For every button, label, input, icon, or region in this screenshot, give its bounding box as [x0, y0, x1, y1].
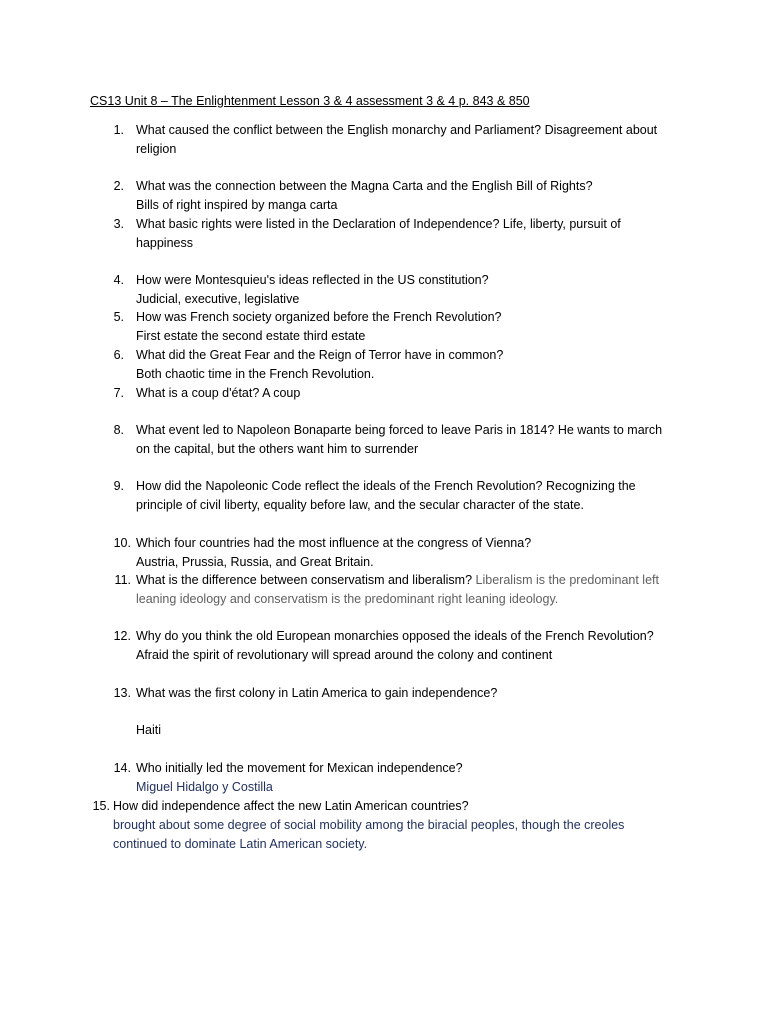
answer-text: brought about some degree of social mobility among the biracial peoples, though the creoles continued to dominate Latin American society.	[113, 818, 625, 851]
answer-text: Judicial, executive, legislative	[136, 292, 300, 306]
question-text: How did independence affect the new Latin American countries?	[113, 799, 469, 813]
answer-text: First estate the second estate third estate	[136, 329, 366, 343]
item-number: 4.	[113, 273, 124, 287]
question-text: Which four countries had the most influence at the congress of Vienna?	[136, 536, 532, 550]
answer-text: Life, liberty, pursuit of happiness	[136, 217, 621, 250]
answer-text: Austria, Prussia, Russia, and Great Britain.	[136, 555, 374, 569]
answer-text: Afraid the spirit of revolutionary will spread around the colony and continent	[136, 648, 553, 662]
answer-text: Miguel Hidalgo y Costilla	[136, 780, 273, 794]
item-number: 1.	[113, 123, 124, 137]
answer-text: Bills of right inspired by manga carta	[136, 198, 338, 212]
answer-text: Disagreement about religion	[136, 123, 658, 156]
question-text: How were Montesquieu's ideas reflected in the US constitution?	[136, 273, 489, 287]
question-text: Why do you think the old European monarchies opposed the ideals of the French Revolution?	[136, 629, 654, 643]
item-number: 13.	[113, 686, 131, 700]
question-text: Who initially led the movement for Mexican independence?	[136, 761, 463, 775]
question-text: What is the difference between conservatism and liberalism?	[136, 573, 473, 587]
question-text: What is a coup d'état?	[136, 386, 260, 400]
answer-text: Haiti	[136, 723, 162, 737]
item-number: 7.	[113, 386, 124, 400]
item-number: 3.	[113, 217, 124, 231]
question-text: What basic rights were listed in the Declaration of Independence?	[136, 217, 500, 231]
answer-text: A coup	[262, 386, 301, 400]
item-number: 9.	[113, 479, 124, 493]
item-number: 2.	[113, 179, 124, 193]
item-number: 15.	[92, 799, 110, 813]
item-number: 5.	[113, 310, 124, 324]
page-title: CS13 Unit 8 – The Enlightenment Lesson 3 & 4 assessment 3 & 4 p. 843 & 850	[90, 94, 530, 108]
item-number: 8.	[113, 423, 124, 437]
answer-text: Liberalism is the predominant left leaning ideology and conservatism is the predominant right leaning ideology.	[136, 573, 659, 606]
question-text: How was French society organized before the French Revolution?	[136, 310, 502, 324]
question-text: What did the Great Fear and the Reign of Terror have in common?	[136, 348, 504, 362]
question-text: What was the first colony in Latin America to gain independence?	[136, 686, 498, 700]
answer-text: He wants to march on the capital, but the others want him to surrender	[136, 423, 663, 456]
item-number: 10.	[113, 536, 131, 550]
item-number: 6.	[113, 348, 124, 362]
question-text: What caused the conflict between the English monarchy and Parliament?	[136, 123, 542, 137]
item-number: 14.	[113, 761, 131, 775]
item-number: 11.	[114, 573, 131, 587]
answer-text: Recognizing the principle of civil liberty, equality before law, and the secular character of the state.	[136, 479, 636, 512]
question-text: What was the connection between the Magna Carta and the English Bill of Rights?	[136, 179, 593, 193]
question-text: How did the Napoleonic Code reflect the ideals of the French Revolution?	[136, 479, 543, 493]
answer-text: Both chaotic time in the French Revolution.	[136, 367, 375, 381]
question-text: What event led to Napoleon Bonaparte being forced to leave Paris in 1814?	[136, 423, 555, 437]
item-number: 12.	[113, 629, 131, 643]
